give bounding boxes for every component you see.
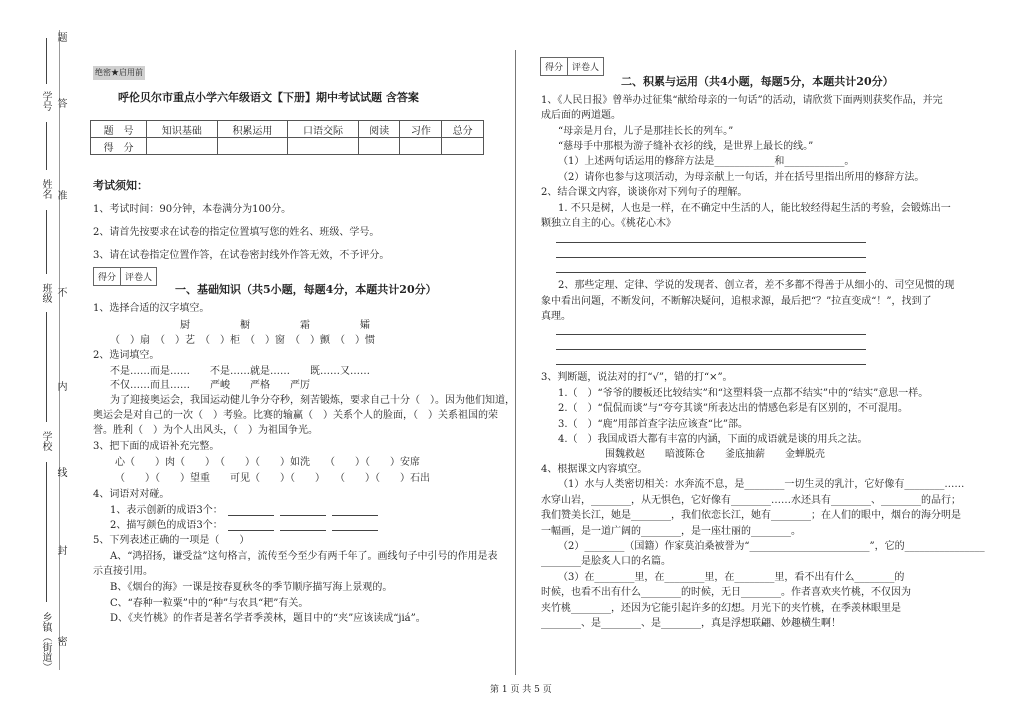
s1-line: （ ）（ ）望重 可见（ ）（ ） （ ）（ ）石出 [115,473,430,484]
s1-line: 不是……而是…… 不是……就是…… 既……又…… [110,366,370,377]
answer-line[interactable] [556,272,866,273]
s2-line: 象中看出问题，不断发问，不断解决疑问，追根求源，最后把“？”拉直变成“！”，找到了 [541,296,932,307]
s1-line: 5、下列表述正确的一项是（ ） [93,535,250,546]
s2-line: ________是脍炙人口的名篇。 [541,556,671,567]
score-cell[interactable] [400,138,442,155]
s1-line: 1、表示创新的成语3个： [110,505,223,516]
s2-line: 1、《人民日报》曾举办过征集“献给母亲的一句话”的活动，请欣赏下面两则获奖作品，并完 [541,95,943,106]
binding-label: 内 [55,381,66,391]
s2-line: （1）上述两句话运用的修辞方法是____________和____________。 [558,156,855,167]
s1-line: 心（ ）肉（ ） （ ）（ ）如洗 （ ）（ ）安席 [115,457,420,468]
score-table-header-row [91,121,484,138]
column-divider [515,50,516,675]
secret-badge: 绝密★启用前 [93,66,145,80]
s2-line: 4.（ ）我国成语大都有丰富的内涵，下面的成语就是谈的用兵之法。 [558,434,868,445]
answer-line[interactable] [556,242,866,243]
binding-label: 乡镇（街道） [40,612,51,672]
notice-heading: 考试须知： [93,179,148,192]
scorer-box-score: 得分 [541,58,568,75]
s2-line: 水穿山岩，________，从无惧色，它好像有________……水还具有________、________的品行； [541,495,961,506]
binding-label: 题 [55,32,66,42]
notice-item: 2、请首先按要求在试卷的指定位置填写您的姓名、班级、学号。 [93,227,380,238]
scorer-box [540,57,604,76]
s1-line: 誉。胜利（ ）为个人出风头，（ ）为祖国争光。 [93,425,318,436]
binding-label: 班级 [40,283,51,303]
binding-label: 姓名 [40,179,51,199]
s2-line: 围魏救赵 暗渡陈仓 釜底抽薪 金蝉脱壳 [605,449,825,460]
score-row-label: 得 分 [91,138,147,155]
binding-label: 密 [55,636,66,646]
s2-line: 2.（ ）“侃侃而谈”与“夸夸其谈”所表达出的情感色彩是有区别的，不可混用。 [558,403,908,414]
answer-line[interactable] [556,349,866,350]
binding-label: 封 [55,545,66,555]
page-number: 第 1 页 共 5 页 [490,685,552,695]
answer-line[interactable] [332,530,378,531]
s1-line: 1、选择合适的汉字填空。 [93,303,210,314]
s2-line: ________、是________、是________，真是浮想联翩、妙趣横生啊！ [541,618,841,629]
answer-line[interactable] [280,530,326,531]
score-col-header: 总分 [442,121,484,138]
s2-line: 颗独立自主的心。《桃花心木》 [541,218,676,229]
answer-line[interactable] [556,257,866,258]
binding-fill-line [46,462,47,602]
binding-label: 学号 [40,91,51,111]
score-table-score-row [91,138,484,155]
answer-line[interactable] [228,515,274,516]
answer-line[interactable] [332,515,378,516]
notice-item: 1、考试时间：90分钟，本卷满分为100分。 [93,204,292,215]
s2-line: 夹竹桃________，还因为它能引起许多的幻想。月光下的夹竹桃，在季羡林眼里是 [541,603,901,614]
s2-line: （1）水与人类密切相关：水奔流不息，是________一切生灵的乳汁，它好像有________…… [558,479,965,490]
scorer-box [93,267,157,286]
s1-line: A、“鸿招扬，谦受益”这句格言，流传至今至少有两千年了。画线句子中引号的作用是表 [110,551,498,562]
score-table [90,120,484,155]
answer-line[interactable] [228,530,274,531]
s1-line: （ ）扇 （ ）艺 （ ）柜 （ ）窗 （ ）颤 （ ）惯 [110,335,375,346]
scorer-box-score: 得分 [94,268,121,285]
binding-label: 答 [55,98,66,108]
answer-line[interactable] [556,334,866,335]
s2-line: 我们赞美长江，她是________，我们依恋长江，她有________；在人们的眼中，烟台的海分明是 [541,510,961,521]
s2-line: 2、那些定理、定律、学说的发现者、创立者，差不多都不得善于从细小的、司空见惯的现 [558,280,955,291]
s2-line: 3.（ ）“鹿”用部首查字法应该查“比”部。 [558,419,748,430]
s2-line: 真理。 [541,311,571,322]
score-col-header: 习作 [400,121,442,138]
score-cell[interactable] [442,138,484,155]
binding-fill-line [46,210,47,274]
score-cell[interactable] [288,138,359,155]
s2-line: 成后面的两道题。 [541,110,621,121]
section1-heading: 一、基础知识（共5小题，每题4分，本题共计20分） [175,283,437,296]
score-col-header: 题 号 [91,121,147,138]
s1-line: 示直接引用。 [93,566,153,577]
s1-line: 为了迎接奥运会，我国运动健儿争分夺秒，刻苦锻炼，要求自己十分（ ）。因为他们知道， [110,395,515,406]
s2-line: （2）请你也参与这项活动，为母亲献上一句话，并在括号里指出所用的修辞方法。 [558,172,925,183]
s2-line: “慈母手中那根为游子缝补衣衫的线，是世界上最长的线。” [558,141,814,152]
s2-line: （2）________（国籍）作家莫泊桑被誉为“________________________”，它的________________ [558,541,985,552]
s1-line: 4、词语对对碰。 [93,489,170,500]
s1-line: 奥运会是对自己的一次（ ）考验。比赛的输赢（ ）关系个人的脸面，（ ）关系祖国的荣 [93,410,498,421]
binding-label: 线 [55,467,66,477]
page-title: 呼伦贝尔市重点小学六年级语文【下册】期中考试试题 含答案 [118,91,419,104]
binding-fill-line [46,122,47,170]
s2-line: 4、根据课文内容填空。 [541,464,648,475]
s2-line: 3、判断题，说法对的打“√”，错的打“×”。 [541,372,733,383]
s2-line: 1. 不只是树，人也是一样，在不确定中生活的人，能比较经得起生活的考验，会锻炼出一 [558,203,951,214]
s2-line: 一幅画，是一道广阔的________，是一座壮丽的________。 [541,526,801,537]
score-cell[interactable] [147,138,218,155]
s1-line: 2、选词填空。 [93,350,160,361]
s2-line: “母亲是月台，儿子是那挂长长的列车。” [558,126,734,137]
s2-line: 2、结合课文内容，谈谈你对下列句子的理解。 [541,187,748,198]
s1-line: 3、把下面的成语补充完整。 [93,441,220,452]
binding-label: 学校 [40,431,51,451]
answer-line[interactable] [280,515,326,516]
scorer-box-grader: 评卷人 [125,273,153,283]
binding-label: 准 [55,190,66,200]
notice-item: 3、请在试卷指定位置作答，在试卷密封线外作答无效，不予评分。 [93,250,390,261]
score-col-header: 口语交际 [288,121,359,138]
score-cell[interactable] [217,138,288,155]
s1-line: 不仅……而且…… 严峻 严格 严厉 [110,380,310,391]
binding-fill-line [46,312,47,422]
s2-line: 时候，也看不出有什么________的时候，无日________。作者喜欢夹竹桃，不仅因为 [541,587,911,598]
s1-line: 2、描写颜色的成语3个： [110,520,223,531]
binding-fill-line [46,38,47,84]
s1-line: D、《夹竹桃》的作者是著名学者季羡林，题目中的“夹”应该读成“jiá”。 [110,613,426,624]
s1-line: B、《烟台的海》一课是按春夏秋冬的季节顺序描写海上景观的。 [110,582,393,593]
score-cell[interactable] [358,138,400,155]
s2-line: （3）在________里，在________里，在________里，看不出有什么________的 [558,572,905,583]
s2-line: 1.（ ）“爷爷的腰板还比较结实”和“这塑料袋一点都不结实”中的“结实”意思一样。 [558,388,929,399]
score-col-header: 知识基础 [147,121,218,138]
score-col-header: 积累运用 [217,121,288,138]
score-col-header: 阅读 [358,121,400,138]
section2-heading: 二、积累与运用（共4小题，每题5分，本题共计20分） [621,75,894,88]
scorer-box-grader: 评卷人 [572,63,600,73]
answer-line[interactable] [556,364,866,365]
s1-line: C、“春种一粒粟”中的“种”与农具“耙”有关。 [110,598,309,609]
binding-label: 不 [55,287,66,297]
s1-line: 厨 橱 霜 孀 [180,320,370,331]
